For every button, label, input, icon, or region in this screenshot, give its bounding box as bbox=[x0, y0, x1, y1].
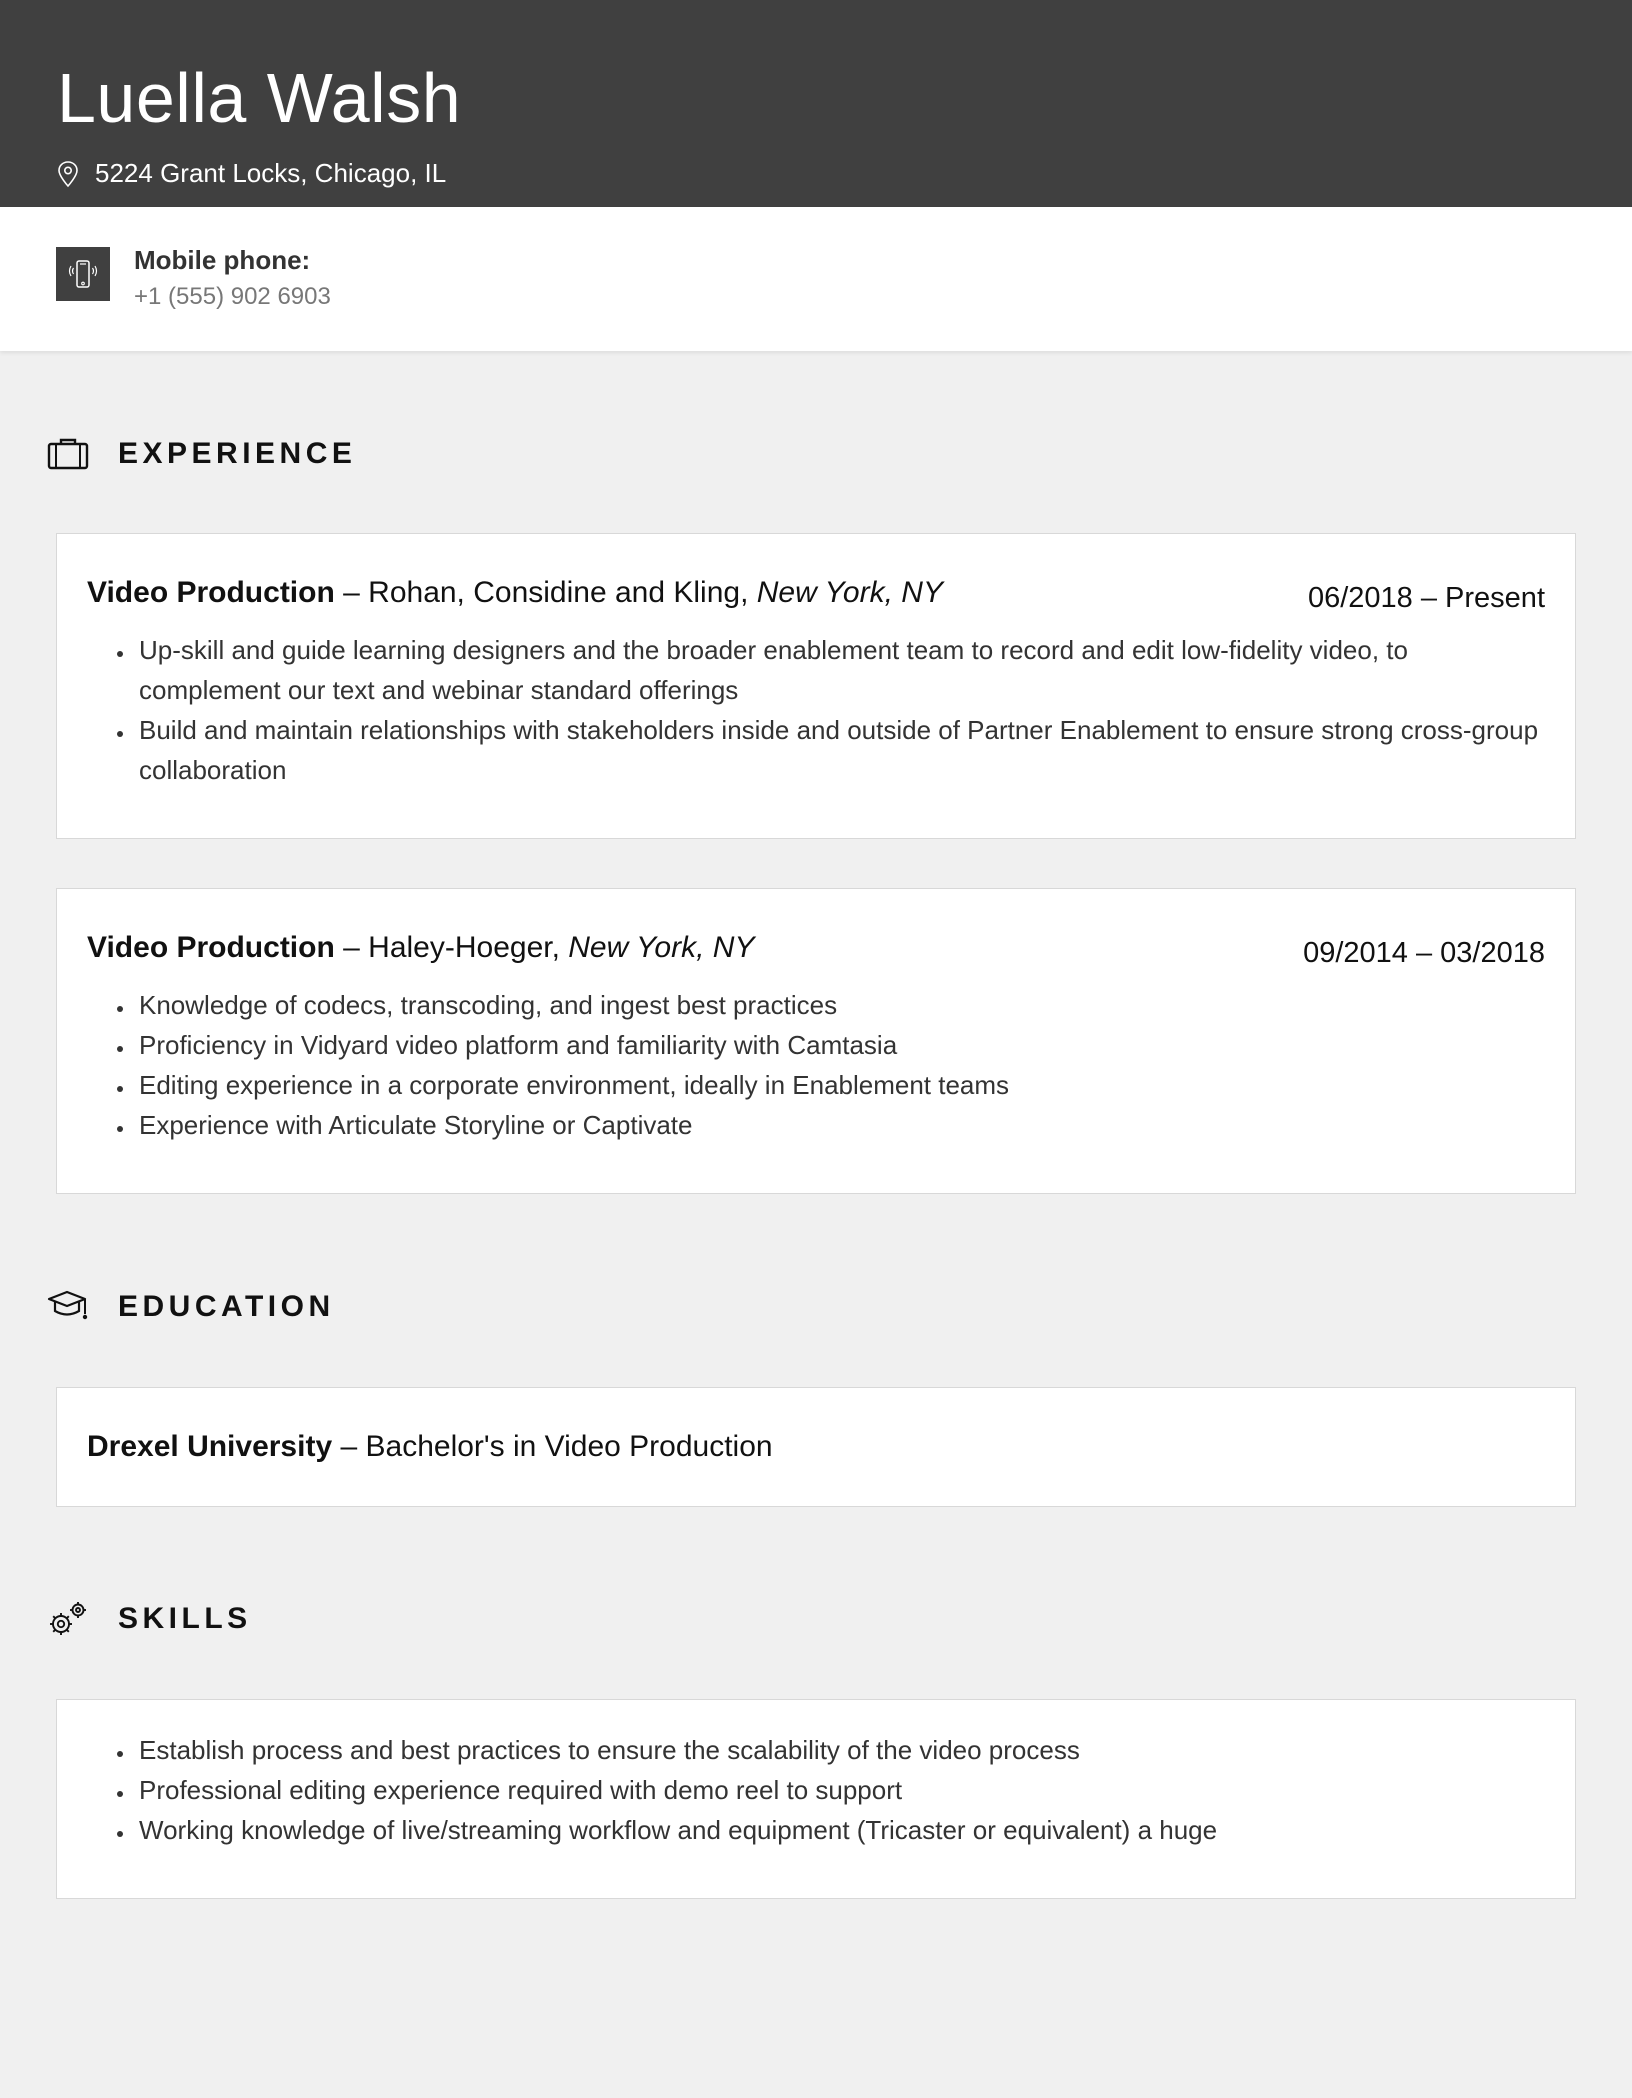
separator: – bbox=[334, 931, 369, 964]
education-card bbox=[56, 1387, 1576, 1507]
address-row bbox=[57, 158, 446, 189]
gears-icon bbox=[46, 1599, 90, 1639]
resume-header bbox=[0, 0, 1632, 207]
list-item: • Establish process and best practices to ensure the scalability of the video process bbox=[135, 1730, 1545, 1770]
phone-icon-box bbox=[56, 247, 110, 301]
list-item: • Knowledge of codecs, transcoding, and ingest best practices bbox=[135, 985, 1545, 1025]
briefcase-icon bbox=[46, 434, 90, 474]
job-location: New York, NY bbox=[568, 931, 755, 964]
skills-list bbox=[135, 1730, 1545, 1850]
degree: Bachelor's in Video Production bbox=[365, 1430, 773, 1463]
job-bullets bbox=[135, 985, 1545, 1145]
list-item: • Working knowledge of live/streaming workflow and equipment (Tricaster or equivalent) a huge bbox=[135, 1810, 1545, 1850]
experience-card bbox=[56, 533, 1576, 839]
experience-title: EXPERIENCE bbox=[118, 437, 357, 470]
list-item: • Editing experience in a corporate environment, ideally in Enablement teams bbox=[135, 1065, 1545, 1105]
job-dates: 09/2014 – 03/2018 bbox=[1303, 937, 1545, 969]
separator: – bbox=[332, 1430, 366, 1463]
separator: – bbox=[334, 576, 369, 609]
job-location: New York, NY bbox=[756, 576, 943, 609]
education-title: EDUCATION bbox=[118, 1290, 335, 1323]
skills-card bbox=[56, 1699, 1576, 1899]
candidate-name: Luella Walsh bbox=[57, 59, 462, 137]
job-title-line: Video Production – Rohan, Considine and Kling, New York, NY bbox=[87, 576, 943, 609]
job-bullets bbox=[135, 630, 1545, 790]
job-title: Video Production bbox=[87, 931, 335, 964]
graduation-cap-icon bbox=[46, 1287, 90, 1327]
job-title: Video Production bbox=[87, 576, 335, 609]
list-item: • Up-skill and guide learning designers and the broader enablement team to record and edit low-fidelity video, to complement our text and webinar standard offerings bbox=[135, 630, 1545, 710]
company-name: Rohan, Considine and Kling bbox=[368, 576, 741, 609]
mobile-phone-icon bbox=[65, 256, 101, 292]
list-item: • Professional editing experience required with demo reel to support bbox=[135, 1770, 1545, 1810]
address-text: 5224 Grant Locks, Chicago, IL bbox=[95, 158, 447, 188]
skills-heading bbox=[46, 1599, 252, 1639]
company-name: Haley-Hoeger bbox=[368, 931, 552, 964]
phone-number: +1 (555) 902 6903 bbox=[134, 283, 331, 310]
education-heading bbox=[46, 1287, 335, 1327]
school-name: Drexel University bbox=[87, 1430, 333, 1463]
experience-card bbox=[56, 888, 1576, 1194]
skills-title: SKILLS bbox=[118, 1602, 252, 1635]
list-item: • Experience with Articulate Storyline or Captivate bbox=[135, 1105, 1545, 1145]
job-dates: 06/2018 – Present bbox=[1307, 582, 1545, 614]
job-title-line: Video Production – Haley-Hoeger, New York, NY bbox=[87, 931, 755, 964]
education-entry bbox=[87, 1430, 773, 1464]
list-item: • Build and maintain relationships with stakeholders inside and outside of Partner Enablement to ensure strong cross-group collaboration bbox=[135, 710, 1545, 790]
phone-label: Mobile phone: bbox=[134, 245, 311, 275]
list-item: • Proficiency in Vidyard video platform and familiarity with Camtasia bbox=[135, 1025, 1545, 1065]
location-pin-icon bbox=[57, 160, 79, 188]
contact-bar bbox=[0, 207, 1632, 351]
experience-heading bbox=[46, 434, 356, 474]
